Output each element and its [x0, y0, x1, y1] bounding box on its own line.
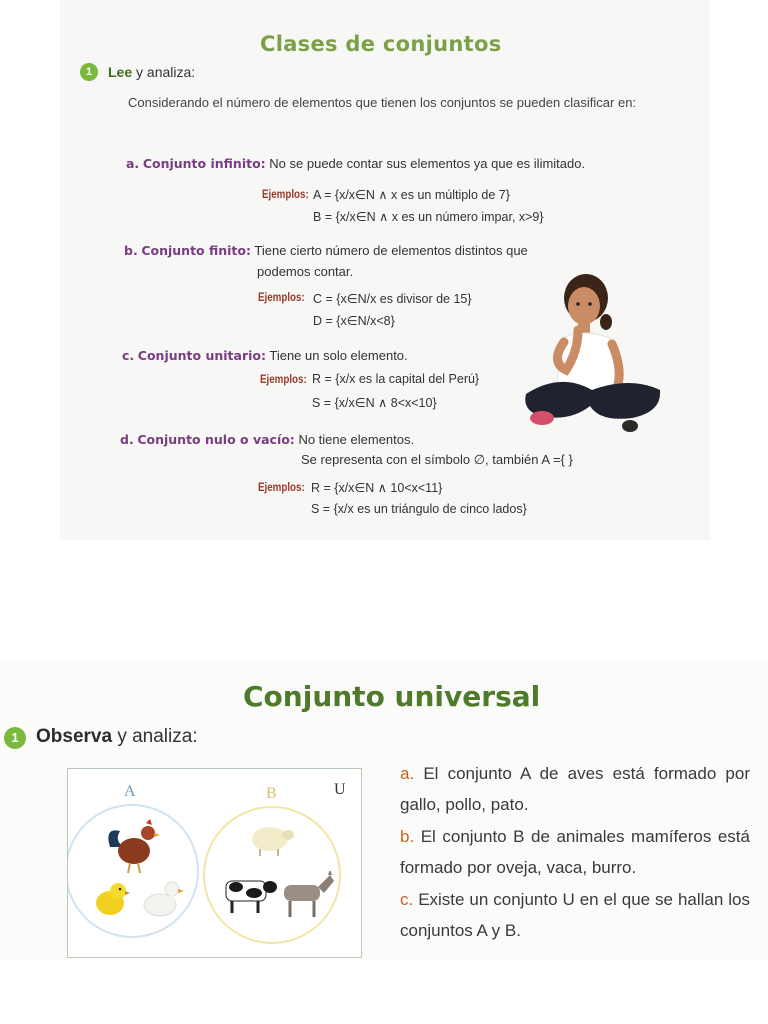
section-title: Conjunto universal — [243, 680, 541, 713]
item-b-letter: b. — [400, 827, 415, 846]
class-d-description: No tiene elementos. — [298, 432, 415, 447]
class-a-heading — [126, 156, 585, 171]
class-b-heading — [124, 243, 528, 258]
item-c — [400, 884, 750, 946]
class-a-examples-label: Ejemplos: — [262, 189, 309, 201]
class-a-term: Conjunto infinito: — [142, 156, 266, 171]
instruction-lead — [108, 64, 195, 80]
cow-icon — [218, 873, 280, 917]
class-c-term: Conjunto unitario: — [137, 348, 266, 363]
observe-bold: Observa — [36, 726, 113, 747]
class-b-letter: b. — [124, 243, 138, 258]
step-badge: 1 — [80, 63, 98, 81]
chick-icon — [92, 879, 132, 919]
set-a-label: A — [124, 783, 136, 800]
item-a — [400, 758, 750, 820]
class-d-example-1: R = {x/x∈N ∧ 10<x<11} — [311, 481, 443, 495]
class-c-examples-label: Ejemplos: — [260, 374, 307, 386]
class-b-example-2: D = {x∈N/x<8} — [313, 314, 395, 328]
intro-paragraph: Considerando el número de elementos que tienen los conjuntos se pueden clasificar en: — [128, 95, 637, 110]
class-b-example-1: C = {x∈N/x es divisor de 15} — [313, 292, 472, 306]
class-b-description-2: podemos contar. — [257, 264, 354, 279]
class-d-examples-label: Ejemplos: — [258, 482, 305, 494]
class-a-letter: a. — [126, 156, 140, 171]
sheep-icon — [248, 821, 296, 857]
donkey-icon — [278, 871, 338, 919]
class-b-description: Tiene cierto número de elementos distintos que — [254, 243, 528, 258]
class-d-description-2: Se representa con el símbolo ∅, también A ={ } — [301, 452, 573, 467]
class-c-letter: c. — [122, 348, 135, 363]
class-c-heading — [122, 348, 408, 363]
rooster-icon — [104, 817, 164, 875]
class-d-term: Conjunto nulo o vacío: — [137, 432, 295, 447]
class-c-example-1: R = {x/x es la capital del Perú} — [312, 372, 480, 386]
class-d-letter: d. — [120, 432, 134, 447]
class-a-example-1: A = {x/x∈N ∧ x es un múltiplo de 7} — [313, 188, 510, 202]
observe-instruction — [36, 726, 198, 748]
instruction-rest: y analiza: — [132, 64, 196, 80]
item-c-text: Existe un conjunto U en el que se hallan los conjuntos A y B. — [400, 890, 750, 940]
item-a-text: El conjunto A de aves está formado por gallo, pollo, pato. — [400, 764, 750, 814]
observe-rest: y analiza: — [112, 726, 198, 747]
page-title: Clases de conjuntos — [260, 32, 502, 56]
item-c-letter: c. — [400, 890, 414, 909]
class-b-examples-label: Ejemplos: — [258, 292, 305, 304]
class-d-example-2: S = {x/x es un triángulo de cinco lados} — [311, 502, 527, 516]
venn-diagram-universe — [67, 768, 362, 958]
item-b-text: El conjunto B de animales mamíferos está formado por oveja, vaca, burro. — [400, 827, 750, 877]
class-b-term: Conjunto finito: — [141, 243, 251, 258]
class-d-heading — [120, 432, 414, 447]
girl-thinking-illustration — [520, 272, 665, 437]
set-b-label: B — [266, 785, 277, 802]
instruction-bold: Lee — [108, 64, 133, 80]
class-a-description: No se puede contar sus elementos ya que es ilimitado. — [269, 156, 586, 171]
class-c-description: Tiene un solo elemento. — [269, 348, 408, 363]
class-c-example-2: S = {x/x∈N ∧ 8<x<10} — [312, 396, 437, 410]
item-a-letter: a. — [400, 764, 415, 783]
set-u-label: U — [334, 781, 346, 798]
item-b — [400, 821, 750, 883]
duck-icon — [140, 879, 184, 921]
step-badge-2: 1 — [4, 727, 26, 749]
class-a-example-2: B = {x/x∈N ∧ x es un número impar, x>9} — [313, 210, 544, 224]
